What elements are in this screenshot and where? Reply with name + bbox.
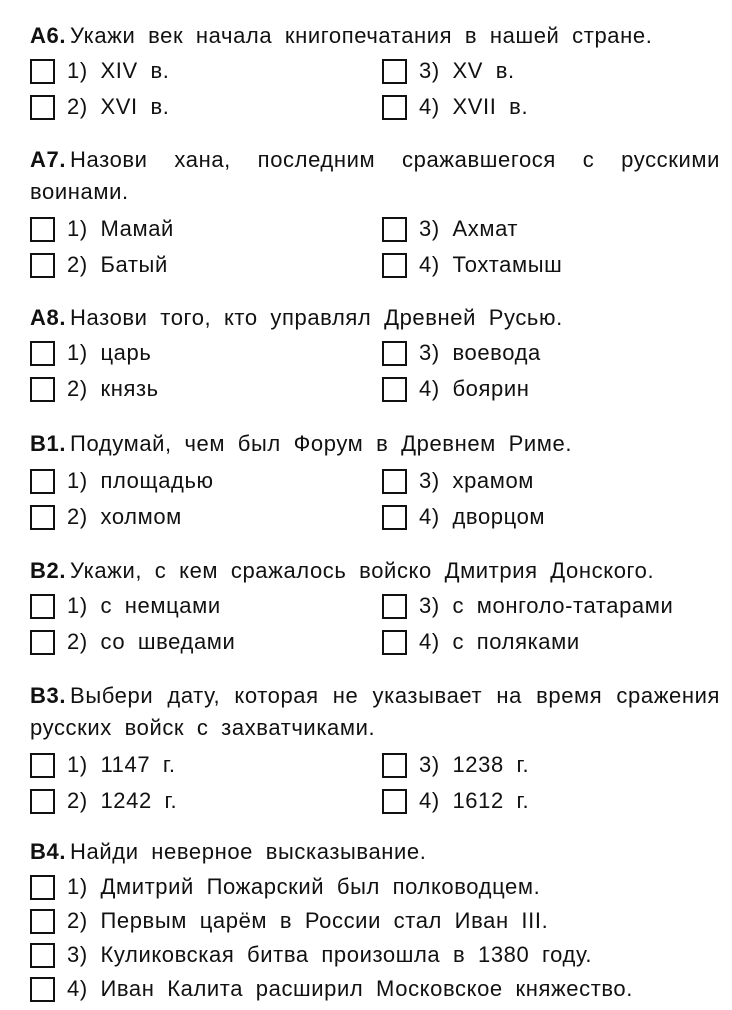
question-b4 (30, 836, 720, 1010)
question-text (30, 836, 720, 868)
answer-label: 1) XIV в. (67, 58, 170, 83)
question-prompt: Укажи век начала книгопечатания в нашей стране. (70, 23, 653, 48)
answer-option-2[interactable] (30, 500, 182, 534)
answer-checkbox[interactable] (382, 59, 407, 84)
answer-label: 4) Тохтамыш (419, 252, 563, 277)
answer-label: 1) площадью (67, 468, 214, 493)
answer-option-1[interactable] (30, 464, 214, 498)
answer-option-1[interactable] (30, 589, 221, 623)
answer-checkbox[interactable] (30, 95, 55, 120)
answer-checkbox[interactable] (382, 341, 407, 366)
answer-label: 4) 1612 г. (419, 788, 530, 813)
answer-option-3[interactable] (382, 748, 529, 782)
question-a8 (30, 302, 720, 408)
answer-option-4[interactable] (382, 90, 528, 124)
answer-checkbox[interactable] (30, 217, 55, 242)
answer-option-4[interactable] (382, 372, 530, 406)
question-b3 (30, 680, 720, 820)
question-text (30, 680, 720, 744)
question-prompt: Назови того, кто управлял Древней Русью. (70, 305, 563, 330)
answer-option-3[interactable] (382, 589, 673, 623)
question-text (30, 20, 720, 52)
question-number: А6. (30, 23, 67, 48)
answer-label: 3) XV в. (419, 58, 515, 83)
answer-options (30, 464, 720, 536)
question-number: А8. (30, 305, 67, 330)
answer-checkbox[interactable] (30, 341, 55, 366)
answer-label: 2) со шведами (67, 629, 236, 654)
answer-checkbox[interactable] (382, 753, 407, 778)
answer-option-3[interactable] (30, 938, 592, 972)
answer-label: 2) XVI в. (67, 94, 170, 119)
question-text (30, 428, 720, 460)
answer-option-4[interactable] (382, 248, 562, 282)
answer-option-4[interactable] (382, 625, 580, 659)
question-text (30, 144, 720, 208)
answer-label: 2) князь (67, 376, 159, 401)
answer-options (30, 589, 720, 661)
answer-checkbox[interactable] (382, 95, 407, 120)
question-number: А7. (30, 147, 67, 172)
question-prompt: Подумай, чем был Форум в Древнем Риме. (70, 431, 573, 456)
question-prompt: Укажи, с кем сражалось войско Дмитрия Донского. (70, 558, 655, 583)
answer-label: 1) Дмитрий Пожарский был полководцем. (67, 874, 541, 899)
answer-label: 3) Куликовская битва произошла в 1380 году. (67, 942, 593, 967)
answer-options (30, 870, 720, 1010)
answer-option-1[interactable] (30, 336, 151, 370)
answer-checkbox[interactable] (30, 789, 55, 814)
question-prompt: Назови хана, последним сражавшегося с русскими воинами. (30, 147, 720, 204)
answer-label: 1) Мамай (67, 216, 174, 241)
answer-label: 1) с немцами (67, 593, 221, 618)
answer-label: 2) Батый (67, 252, 168, 277)
answer-option-2[interactable] (30, 904, 548, 938)
answer-label: 2) холмом (67, 504, 182, 529)
answer-checkbox[interactable] (30, 469, 55, 494)
answer-label: 2) 1242 г. (67, 788, 178, 813)
answer-label: 4) XVII в. (419, 94, 529, 119)
answer-option-1[interactable] (30, 870, 540, 904)
answer-checkbox[interactable] (30, 594, 55, 619)
answer-options (30, 336, 720, 408)
answer-checkbox[interactable] (382, 505, 407, 530)
answer-label: 3) Ахмат (419, 216, 519, 241)
answer-checkbox[interactable] (382, 630, 407, 655)
answer-label: 3) с монголо-татарами (419, 593, 674, 618)
answer-label: 3) воевода (419, 340, 541, 365)
answer-checkbox[interactable] (382, 789, 407, 814)
answer-label: 1) царь (67, 340, 152, 365)
answer-checkbox[interactable] (30, 875, 55, 900)
answer-options (30, 212, 720, 284)
answer-option-1[interactable] (30, 212, 174, 246)
answer-option-3[interactable] (382, 212, 518, 246)
question-number: В1. (30, 431, 67, 456)
question-prompt: Выбери дату, которая не указывает на время сражения русских войск с захватчиками. (30, 683, 720, 740)
question-text (30, 555, 720, 587)
question-text (30, 302, 720, 334)
answer-label: 1) 1147 г. (67, 752, 176, 777)
answer-option-3[interactable] (382, 336, 541, 370)
answer-option-1[interactable] (30, 54, 169, 88)
answer-checkbox[interactable] (30, 943, 55, 968)
answer-label: 3) храмом (419, 468, 535, 493)
question-b1 (30, 428, 720, 536)
answer-checkbox[interactable] (382, 253, 407, 278)
answer-checkbox[interactable] (30, 977, 55, 1002)
answer-label: 3) 1238 г. (419, 752, 530, 777)
answer-option-4[interactable] (382, 500, 545, 534)
answer-checkbox[interactable] (382, 217, 407, 242)
answer-label: 2) Первым царём в России стал Иван III. (67, 908, 549, 933)
answer-option-3[interactable] (382, 464, 534, 498)
answer-options (30, 54, 720, 126)
answer-checkbox[interactable] (382, 377, 407, 402)
answer-label: 4) с поляками (419, 629, 580, 654)
answer-option-4[interactable] (382, 784, 529, 818)
question-a6 (30, 20, 720, 126)
answer-option-2[interactable] (30, 90, 169, 124)
answer-checkbox[interactable] (30, 59, 55, 84)
answer-option-2[interactable] (30, 248, 168, 282)
answer-option-3[interactable] (382, 54, 515, 88)
answer-label: 4) дворцом (419, 504, 546, 529)
question-number: В3. (30, 683, 67, 708)
answer-checkbox[interactable] (30, 630, 55, 655)
question-b2 (30, 555, 720, 661)
question-number: В4. (30, 839, 67, 864)
answer-checkbox[interactable] (382, 594, 407, 619)
question-number: В2. (30, 558, 67, 583)
answer-option-2[interactable] (30, 625, 235, 659)
answer-checkbox[interactable] (30, 253, 55, 278)
answer-option-2[interactable] (30, 372, 159, 406)
answer-checkbox[interactable] (382, 469, 407, 494)
answer-label: 4) Иван Калита расширил Московское княжество. (67, 976, 633, 1001)
question-a7 (30, 144, 720, 284)
answer-option-2[interactable] (30, 784, 177, 818)
answer-checkbox[interactable] (30, 753, 55, 778)
answer-option-1[interactable] (30, 748, 176, 782)
answer-options (30, 748, 720, 820)
answer-label: 4) боярин (419, 376, 530, 401)
answer-checkbox[interactable] (30, 909, 55, 934)
answer-option-4[interactable] (30, 972, 633, 1006)
question-prompt: Найди неверное высказывание. (70, 839, 427, 864)
answer-checkbox[interactable] (30, 377, 55, 402)
answer-checkbox[interactable] (30, 505, 55, 530)
